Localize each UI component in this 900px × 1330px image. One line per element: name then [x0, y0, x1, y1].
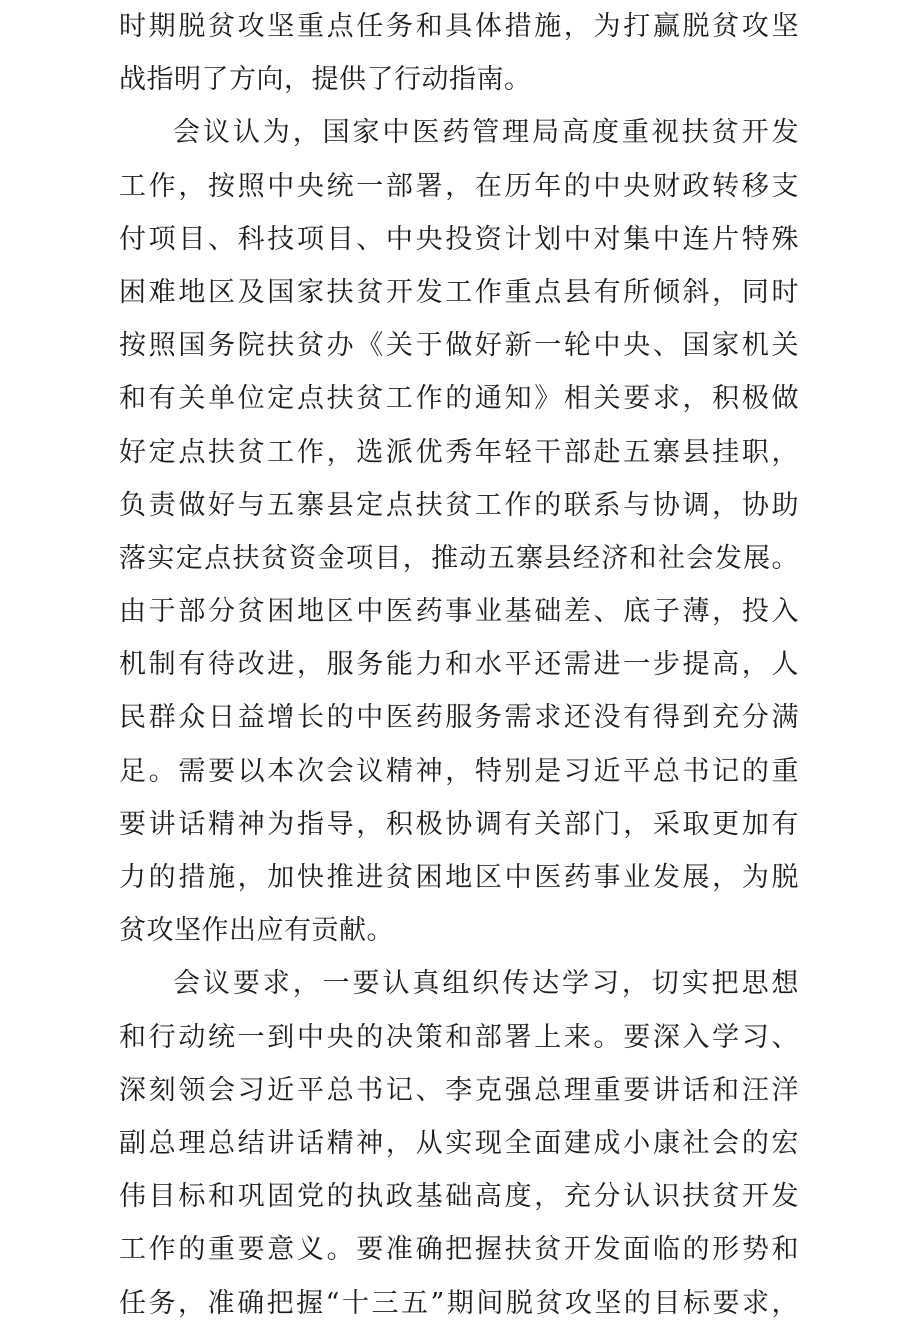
text-line: 力的措施，加快推进贫困地区中医药事业发展，为脱 [119, 862, 799, 893]
text-line: 和行动统一到中央的决策和部署上来。要深入学习、 [119, 1021, 799, 1053]
text-line: 足。需要以本次会议精神，特别是习近平总书记的重 [119, 755, 799, 787]
text-line: 由于部分贫困地区中医药事业基础差、底子薄，投入 [119, 596, 799, 628]
text-line: 困难地区及国家扶贫开发工作重点县有所倾斜，同时 [119, 276, 799, 308]
text-line: 落实定点扶贫资金项目，推动五寨县经济和社会发展。 [119, 542, 799, 574]
text-line: 负责做好与五寨县定点扶贫工作的联系与协调，协助 [119, 489, 799, 521]
text-line: 民群众日益增长的中医药服务需求还没有得到充分满 [119, 702, 799, 734]
text-line: 战指明了方向，提供了行动指南。 [119, 64, 532, 96]
text-line: 要讲话精神为指导，积极协调有关部门，采取更加有 [119, 808, 799, 840]
text-line: 副总理总结讲话精神，从实现全面建成小康社会的宏 [119, 1127, 799, 1159]
text-line: 会议要求，一要认真组织传达学习，切实把思想 [173, 968, 799, 1000]
text-line: 会议认为，国家中医药管理局高度重视扶贫开发 [173, 117, 799, 149]
text-line: 时期脱贫攻坚重点任务和具体措施，为打赢脱贫攻坚 [119, 11, 799, 42]
text-line: 任务，准确把握“十三五”期间脱贫攻坚的目标要求， [119, 1287, 799, 1319]
text-line: 深刻领会习近平总书记、李克强总理重要讲话和汪洋 [119, 1074, 799, 1106]
text-line: 机制有待改进，服务能力和水平还需进一步提高，人 [119, 649, 799, 681]
text-line: 付项目、科技项目、中央投资计划中对集中连片特殊 [119, 223, 799, 255]
text-line: 和有关单位定点扶贫工作的通知》相关要求，积极做 [119, 383, 799, 415]
text-line: 工作的重要意义。要准确把握扶贫开发面临的形势和 [119, 1234, 799, 1266]
text-line: 工作，按照中央统一部署，在历年的中央财政转移支 [119, 170, 799, 202]
text-line: 好定点扶贫工作，选派优秀年轻干部赴五寨县挂职， [119, 436, 799, 468]
body-text [119, 0, 799, 1330]
text-line: 按照国务院扶贫办《关于做好新一轮中央、国家机关 [119, 330, 799, 362]
text-line: 伟目标和巩固党的执政基础高度，充分认识扶贫开发 [119, 1181, 799, 1213]
text-line: 贫攻坚作出应有贡献。 [119, 915, 394, 947]
